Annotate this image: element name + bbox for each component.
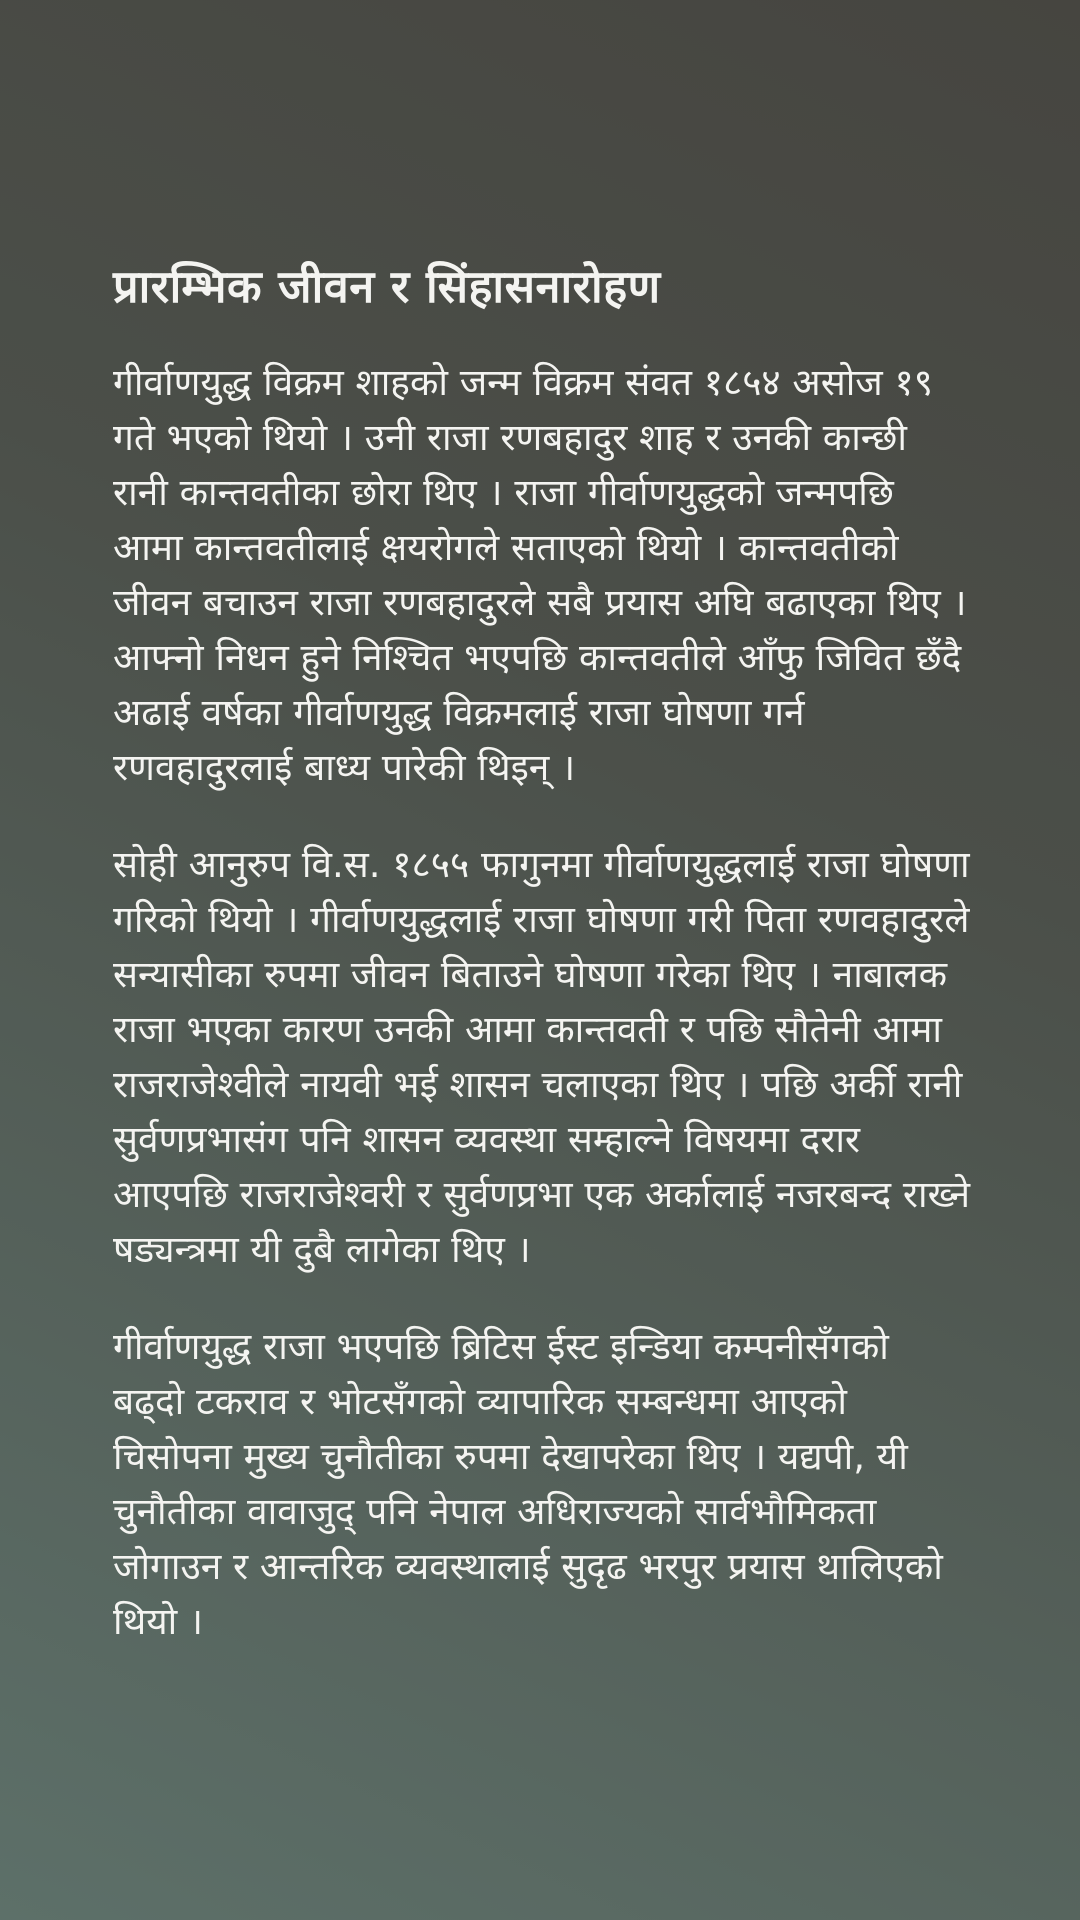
article (113, 258, 971, 1649)
paragraph-coronation-and-regency: सोही आनुरुप वि.स. १८५५ फागुनमा गीर्वाणयुद्धलाई राजा घोषणा गरिको थियो । गीर्वाणयुद्धलाई राजा घोषणा गरी पिता रणवहादुरले सन्यासीका रुपमा जीवन बिताउने घोषणा गरेका थिए । नाबालक राजा भएका कारण उनकी आमा कान्तवती र पछि सौतेनी आमा राजराजेश्वीले नायवी भई शासन चलाएका थिए । पछि अर्की रानी सुर्वणप्रभासंग पनि शासन व्यवस्था सम्हाल्ने विषयमा दरार आएपछि राजराजेश्वरी र सुर्वणप्रभा एक अर्कालाई नजरबन्द राख्ने षड्यन्त्रमा यी दुबै लागेका थिए । (113, 842, 971, 1271)
paragraph-challenges: गीर्वाणयुद्ध राजा भएपछि ब्रिटिस ईस्ट इन्डिया कम्पनीसँगको बढ्दो टकराव र भोटसँगको व्यापारिक सम्बन्धमा आएको चिसोपना मुख्य चुनौतीका रुपमा देखापरेका थिए । यद्यपी, यी चुनौतीका वावाजुद् पनि नेपाल अधिराज्यको सार्वभौमिकता जोगाउन र आन्तरिक व्यवस्थालाई सुदृढ भरपुर प्रयास थालिएको थियो । (113, 1324, 943, 1643)
paragraph-birth-and-family: गीर्वाणयुद्ध विक्रम शाहको जन्म विक्रम संवत १८५४ असोज १९ गते भएको थियो । उनी राजा रणबहादुर शाह र उनकी कान्छी रानी कान्तवतीका छोरा थिए । राजा गीर्वाणयुद्धको जन्मपछि आमा कान्तवतीलाई क्षयरोगले सताएको थियो । कान्तवतीको जीवन बचाउन राजा रणबहादुरले सबै प्रयास अघि बढाएका थिए । आफ्नो निधन हुने निश्चित भएपछि कान्तवतीले आँफु जिवित छँदै अढाई वर्षका गीर्वाणयुद्ध विक्रमलाई राजा घोषणा गर्न रणवहादुरलाई बाध्य पारेकी थिइन् । (113, 360, 967, 789)
section-heading: प्रारम्भिक जीवन र सिंहासनारोहण (113, 260, 661, 313)
